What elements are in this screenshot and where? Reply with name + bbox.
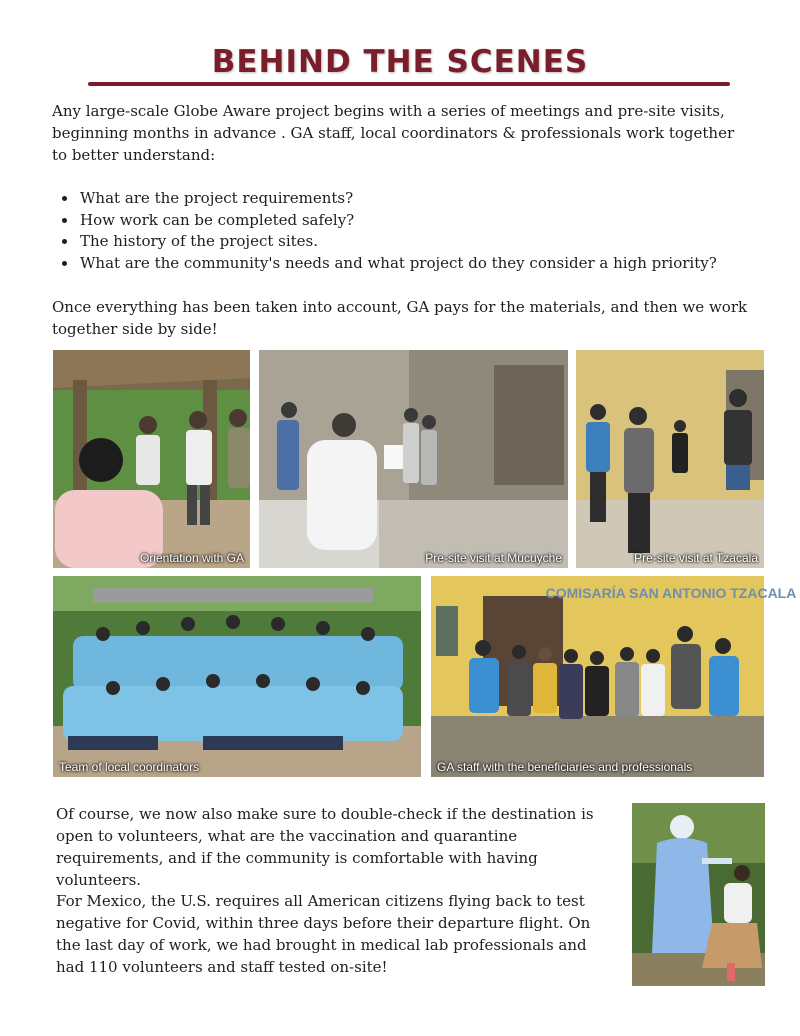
photo-coordinators-image <box>53 576 421 777</box>
photo-caption: Orientation with GA <box>139 551 244 565</box>
list-item: • The history of the project sites. <box>78 231 778 253</box>
mexico-paragraph: For Mexico, the U.S. requires all American citizens flying back to test negative for Covid, within three days before their departure flight. On the last day of work, we had brought in medical lab professionals and had 110 volunteers and staff tested on-site! <box>56 892 591 976</box>
photo-tzacala <box>576 350 764 568</box>
photo-beneficiaries <box>431 576 797 777</box>
photo-covid-testing-image <box>632 803 765 986</box>
closing-paragraph: Once everything has been taken into account, GA pays for the materials, and then we work together side by side! <box>52 298 748 338</box>
covid-paragraph: Of course, we now also make sure to double-check if the destination is open to volunteers, what are the vaccination and quarantine requirements, and if the community is comfortable with having volunteers. <box>56 805 594 889</box>
page-title: BEHIND THE SCENES <box>211 44 589 80</box>
photo-tzacala-image <box>576 350 764 568</box>
photo-caption: Team of local coordinators <box>59 760 200 774</box>
photo-caption: Pre-site visit at Mucuyche <box>425 551 562 565</box>
intro-paragraph: Any large-scale Globe Aware project begins with a series of meetings and pre-site visits, beginning months in advance . GA staff, local coordinators & professionals work together to better understand: <box>52 102 735 164</box>
photo-mucuyche <box>259 350 568 568</box>
photo-orientation-image <box>53 350 250 568</box>
list-item: • What are the project requirements? <box>78 188 778 210</box>
photo-mucuyche-image <box>259 350 568 568</box>
photo-beneficiaries-image <box>431 576 797 777</box>
photo-caption: GA staff with the beneficiaries and professionals <box>437 760 693 774</box>
list-item: • What are the community's needs and what project do they consider a high priority? <box>78 253 778 275</box>
requirements-list <box>52 188 778 274</box>
photo-covid-testing <box>632 803 765 986</box>
photo-coordinators <box>53 576 421 777</box>
sign-text: COMISARÍA SAN ANTONIO TZACALA <box>545 585 797 601</box>
list-item: • How work can be completed safely? <box>78 210 778 232</box>
photo-orientation <box>53 350 250 568</box>
title-underline <box>88 82 730 86</box>
photo-caption: Pre-site visit at Tzacala <box>634 551 758 565</box>
